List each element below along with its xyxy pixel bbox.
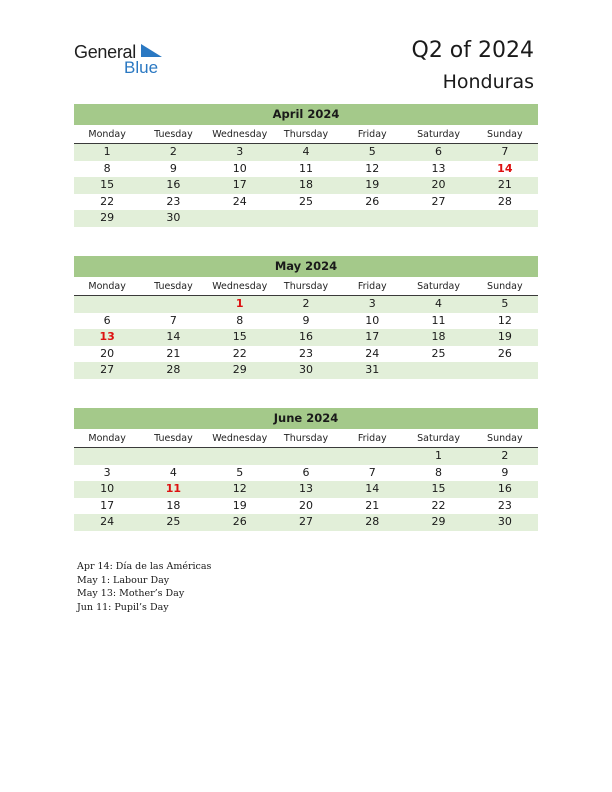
week-row — [74, 296, 538, 313]
day-cell: 12 — [365, 161, 380, 175]
day-cell: 11 — [298, 161, 313, 175]
day-cell: 18 — [166, 498, 181, 512]
day-cell: 12 — [497, 313, 512, 327]
day-cell — [140, 448, 206, 465]
week-row — [74, 498, 538, 515]
weekday-label: Tuesday — [154, 129, 193, 140]
day-cell: 2 — [302, 297, 310, 310]
day-cell: 6 — [103, 313, 111, 327]
weekday-label: Monday — [88, 281, 126, 292]
holiday-note: Jun 11: Pupil’s Day — [77, 601, 169, 613]
day-cell: 13 — [431, 161, 446, 175]
day-cell: 26 — [497, 346, 512, 360]
day-cell: 27 — [298, 515, 313, 528]
week-row — [74, 329, 538, 346]
day-cell: 11 — [165, 482, 182, 495]
day-cell: 10 — [100, 482, 115, 495]
page-title: Q2 of 2024 — [411, 38, 534, 63]
weekday-label: Wednesday — [212, 433, 268, 444]
day-cell: 19 — [365, 178, 380, 191]
day-cell: 20 — [431, 178, 446, 191]
day-cell: 29 — [100, 211, 115, 224]
day-cell: 3 — [368, 297, 376, 310]
day-cell: 16 — [298, 330, 313, 343]
day-cell: 22 — [431, 498, 446, 512]
day-cell: 8 — [236, 313, 244, 327]
day-cell: 14 — [166, 330, 181, 343]
day-cell: 28 — [365, 515, 380, 528]
day-cell: 24 — [100, 515, 115, 528]
weekday-label: Wednesday — [212, 129, 268, 140]
day-cell: 4 — [169, 465, 177, 479]
weekday-label: Friday — [357, 433, 387, 444]
day-cell: 31 — [365, 363, 380, 376]
weekday-label: Saturday — [417, 433, 460, 444]
day-cell — [472, 362, 538, 379]
day-cell: 23 — [497, 498, 512, 512]
day-cell — [273, 210, 339, 227]
day-cell — [339, 210, 405, 227]
day-cell: 7 — [368, 465, 376, 479]
logo-general-text: General — [74, 42, 136, 62]
day-cell: 5 — [368, 145, 376, 158]
day-cell: 13 — [99, 330, 115, 343]
day-cell: 14 — [497, 161, 513, 175]
day-cell: 4 — [435, 297, 443, 310]
week-row — [74, 362, 538, 379]
day-cell: 25 — [298, 194, 313, 208]
day-cell — [74, 448, 140, 465]
weekday-label: Sunday — [487, 281, 523, 292]
day-cell: 26 — [365, 194, 380, 208]
day-cell: 3 — [103, 465, 111, 479]
day-cell: 14 — [365, 482, 380, 495]
holiday-notes — [77, 560, 211, 614]
week-row — [74, 144, 538, 161]
day-cell: 2 — [501, 449, 509, 462]
day-cell — [207, 210, 273, 227]
weekday-label: Saturday — [417, 129, 460, 140]
day-cell: 3 — [236, 145, 244, 158]
day-cell: 23 — [166, 194, 181, 208]
day-cell: 25 — [166, 515, 181, 528]
logo-blue-text: Blue — [124, 58, 159, 77]
holiday-note: May 13: Mother’s Day — [77, 588, 185, 599]
logo — [74, 42, 174, 78]
day-cell: 1 — [103, 145, 111, 158]
day-cell — [207, 448, 273, 465]
day-cell: 20 — [298, 498, 313, 512]
day-cell: 1 — [435, 449, 443, 462]
day-cell: 21 — [365, 498, 380, 512]
day-cell: 30 — [497, 515, 512, 528]
day-cell: 12 — [232, 482, 247, 495]
week-row — [74, 210, 538, 227]
month-title: June 2024 — [74, 408, 538, 429]
week-row — [74, 161, 538, 178]
day-cell: 16 — [497, 482, 512, 495]
week-row — [74, 194, 538, 211]
day-cell — [339, 448, 405, 465]
day-cell: 21 — [497, 178, 512, 191]
day-cell: 10 — [232, 161, 247, 175]
day-cell: 21 — [166, 346, 181, 360]
day-cell: 30 — [298, 363, 313, 376]
day-cell: 29 — [431, 515, 446, 528]
day-cell: 7 — [501, 145, 509, 158]
week-row — [74, 481, 538, 498]
day-cell: 9 — [302, 313, 310, 327]
weekday-label: Tuesday — [154, 433, 193, 444]
logo-triangle-icon — [141, 44, 163, 58]
weekday-label: Thursday — [283, 281, 329, 292]
day-cell: 24 — [232, 194, 247, 208]
week-row — [74, 465, 538, 482]
day-cell: 13 — [298, 482, 313, 495]
week-row — [74, 448, 538, 465]
month-calendar — [74, 408, 538, 531]
day-cell — [140, 296, 206, 313]
day-cell: 1 — [235, 297, 244, 310]
day-cell: 5 — [236, 465, 244, 479]
weekday-header-row — [74, 278, 538, 296]
day-cell: 17 — [100, 498, 115, 512]
day-cell: 30 — [166, 211, 181, 224]
weekday-label: Monday — [88, 433, 126, 444]
day-cell: 11 — [431, 313, 446, 327]
weekday-label: Tuesday — [154, 281, 193, 292]
day-cell: 18 — [298, 178, 313, 191]
day-cell — [405, 210, 471, 227]
month-title: May 2024 — [74, 256, 538, 277]
day-cell: 22 — [100, 194, 115, 208]
weekday-label: Monday — [88, 129, 126, 140]
day-cell: 28 — [497, 194, 512, 208]
day-cell: 25 — [431, 346, 446, 360]
day-cell — [74, 296, 140, 313]
day-cell: 8 — [435, 465, 443, 479]
day-cell: 19 — [232, 498, 247, 512]
week-row — [74, 313, 538, 330]
month-title: April 2024 — [74, 104, 538, 125]
holiday-note: May 1: Labour Day — [77, 574, 170, 586]
day-cell: 15 — [100, 178, 115, 191]
day-cell: 20 — [100, 346, 115, 360]
month-calendar — [74, 256, 538, 379]
day-cell: 4 — [302, 145, 310, 158]
weekday-label: Wednesday — [212, 281, 268, 292]
day-cell: 9 — [501, 465, 509, 479]
day-cell: 9 — [169, 161, 177, 175]
day-cell: 17 — [232, 178, 247, 191]
day-cell: 5 — [501, 297, 509, 310]
weekday-label: Thursday — [283, 129, 329, 140]
weekday-header-row — [74, 430, 538, 448]
day-cell — [405, 362, 471, 379]
day-cell: 27 — [431, 194, 446, 208]
day-cell: 6 — [302, 465, 310, 479]
weekday-label: Thursday — [283, 433, 329, 444]
weekday-label: Sunday — [487, 129, 523, 140]
day-cell: 6 — [435, 145, 443, 158]
weekday-label: Saturday — [417, 281, 460, 292]
week-row — [74, 177, 538, 194]
day-cell: 19 — [497, 330, 512, 343]
weekday-header-row — [74, 126, 538, 144]
day-cell: 15 — [232, 330, 247, 343]
weekday-label: Friday — [357, 129, 387, 140]
day-cell: 26 — [232, 515, 247, 528]
day-cell: 22 — [232, 346, 247, 360]
day-cell: 24 — [365, 346, 380, 360]
day-cell: 7 — [169, 313, 177, 327]
day-cell: 18 — [431, 330, 446, 343]
day-cell: 8 — [103, 161, 111, 175]
day-cell — [472, 210, 538, 227]
day-cell: 16 — [166, 178, 181, 191]
weekday-label: Sunday — [487, 433, 523, 444]
day-cell: 2 — [169, 145, 177, 158]
week-row — [74, 346, 538, 363]
weekday-label: Friday — [357, 281, 387, 292]
day-cell: 17 — [365, 330, 380, 343]
day-cell: 23 — [298, 346, 313, 360]
day-cell: 10 — [365, 313, 380, 327]
day-cell: 28 — [166, 363, 181, 376]
day-cell: 15 — [431, 482, 446, 495]
day-cell: 29 — [232, 363, 247, 376]
week-row — [74, 514, 538, 531]
holiday-note: Apr 14: Día de las Américas — [77, 561, 212, 572]
country-name: Honduras — [442, 71, 534, 93]
day-cell — [273, 448, 339, 465]
month-calendar — [74, 104, 538, 227]
day-cell: 27 — [100, 363, 115, 376]
